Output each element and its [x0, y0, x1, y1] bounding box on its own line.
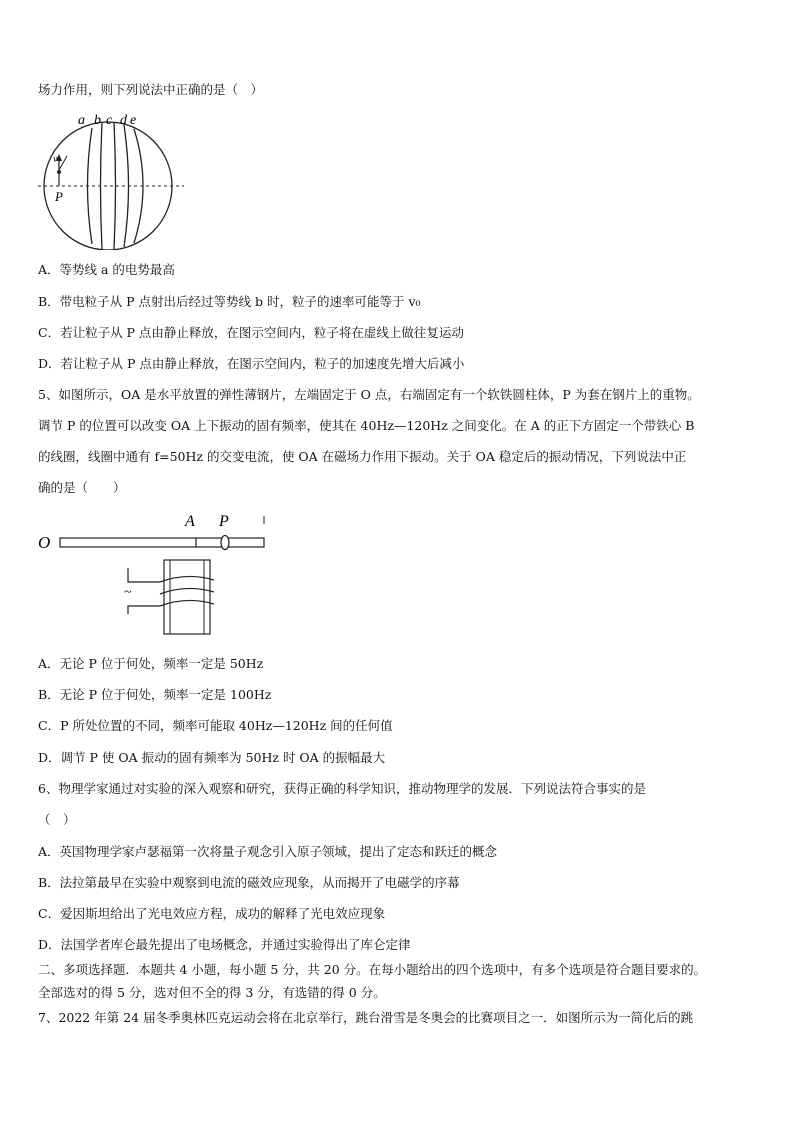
section2-line-2: 全部选对的得 5 分，选对但不全的得 3 分，有选错的得 0 分。: [38, 985, 386, 1000]
q5-stem-line-2: 调节 P 的位置可以改变 OA 上下振动的固有频率，使其在 40Hz—120Hz 之间变化。在 A 的正下方固定一个带铁心 B: [38, 418, 695, 433]
label-d: d: [120, 113, 127, 128]
q7-stem-line-1: 7、2022 年第 24 届冬季奥林匹克运动会将在北京举行，跳台滑雪是冬奥会的比赛项目之一．如图所示为一简化后的跳: [38, 1010, 694, 1025]
circuit-wire-bottom: [128, 606, 160, 610]
ac-source-icon: ~: [124, 585, 132, 600]
q5-option-c: C．P 所处位置的不同，频率可能取 40Hz—120Hz 间的任何值: [38, 718, 393, 733]
q5-stem-line-1: 5、如图所示，OA 是水平放置的弹性薄钢片，左端固定于 O 点，右端固定有一个软铁圆柱体，P 为套在钢片上的重物。: [38, 387, 700, 402]
label-p-weight: P: [219, 513, 229, 530]
label-c: c: [106, 113, 113, 128]
q6-option-c: C．爱因斯坦给出了光电效应方程，成功的解释了光电效应现象: [38, 906, 386, 921]
q5-option-a: A．无论 P 位于何处，频率一定是 50Hz: [38, 656, 264, 671]
q5-option-b: B．无论 P 位于何处，频率一定是 100Hz: [38, 687, 272, 702]
q6-stem-line-1: 6、物理学家通过对实验的深入观察和研究，获得正确的科学知识，推动物理学的发展．下列说法符合事实的是: [38, 781, 646, 796]
circuit-wire-top: [128, 576, 160, 582]
section2-line-1: 二、多项选择题．本题共 4 小题，每小题 5 分，共 20 分。在每小题给出的四个选项中，有多个选项是符合题目要求的。: [38, 962, 707, 977]
label-a-end: A: [185, 513, 195, 530]
iron-core: [164, 560, 210, 634]
q4-option-d: D．若让粒子从 P 点由静止释放，在图示空间内，粒子的加速度先增大后减小: [38, 356, 465, 371]
label-b: b: [94, 113, 101, 128]
q4-option-b: B．带电粒子从 P 点射出后经过等势线 b 时，粒子的速率可能等于 v₀: [38, 294, 421, 309]
q5-stem-line-4: 确的是（ ）: [38, 480, 126, 495]
q4-option-a: A．等势线 a 的电势最高: [38, 262, 175, 277]
label-v: v: [53, 154, 58, 165]
equipotential-figure: [36, 112, 186, 250]
equipotential-line-c: [114, 123, 116, 249]
label-a: a: [78, 113, 85, 128]
q4-stem-tail: 场力作用，则下列说法中正确的是（ ）: [38, 82, 264, 97]
label-e: e: [130, 113, 137, 128]
label-o: O: [38, 533, 51, 552]
equipotential-line-b: [101, 123, 103, 249]
weight-p: [221, 536, 229, 550]
q5-stem-line-3: 的线圈，线圈中通有 f=50Hz 的交变电流，使 OA 在磁场力作用下振动。关于 OA 稳定后的振动情况，下列说法中正: [38, 449, 687, 464]
q6-option-a: A．英国物理学家卢瑟福第一次将量子观念引入原子领域，提出了定态和跃迁的概念: [38, 844, 498, 859]
q4-option-c: C．若让粒子从 P 点由静止释放，在图示空间内，粒子将在虚线上做往复运动: [38, 325, 464, 340]
steel-strip: [60, 538, 264, 547]
q6-stem-line-2: （ ）: [38, 812, 76, 827]
q5-option-d: D．调节 P 使 OA 振动的固有频率为 50Hz 时 OA 的振幅最大: [38, 750, 386, 765]
label-p: P: [55, 189, 63, 204]
q6-option-b: B．法拉第最早在实验中观察到电流的磁效应现象，从而揭开了电磁学的序幕: [38, 875, 460, 890]
steel-strip-figure: [36, 508, 276, 638]
q6-option-d: D．法国学者库仑最先提出了电场概念，并通过实验得出了库仑定律: [38, 937, 411, 952]
